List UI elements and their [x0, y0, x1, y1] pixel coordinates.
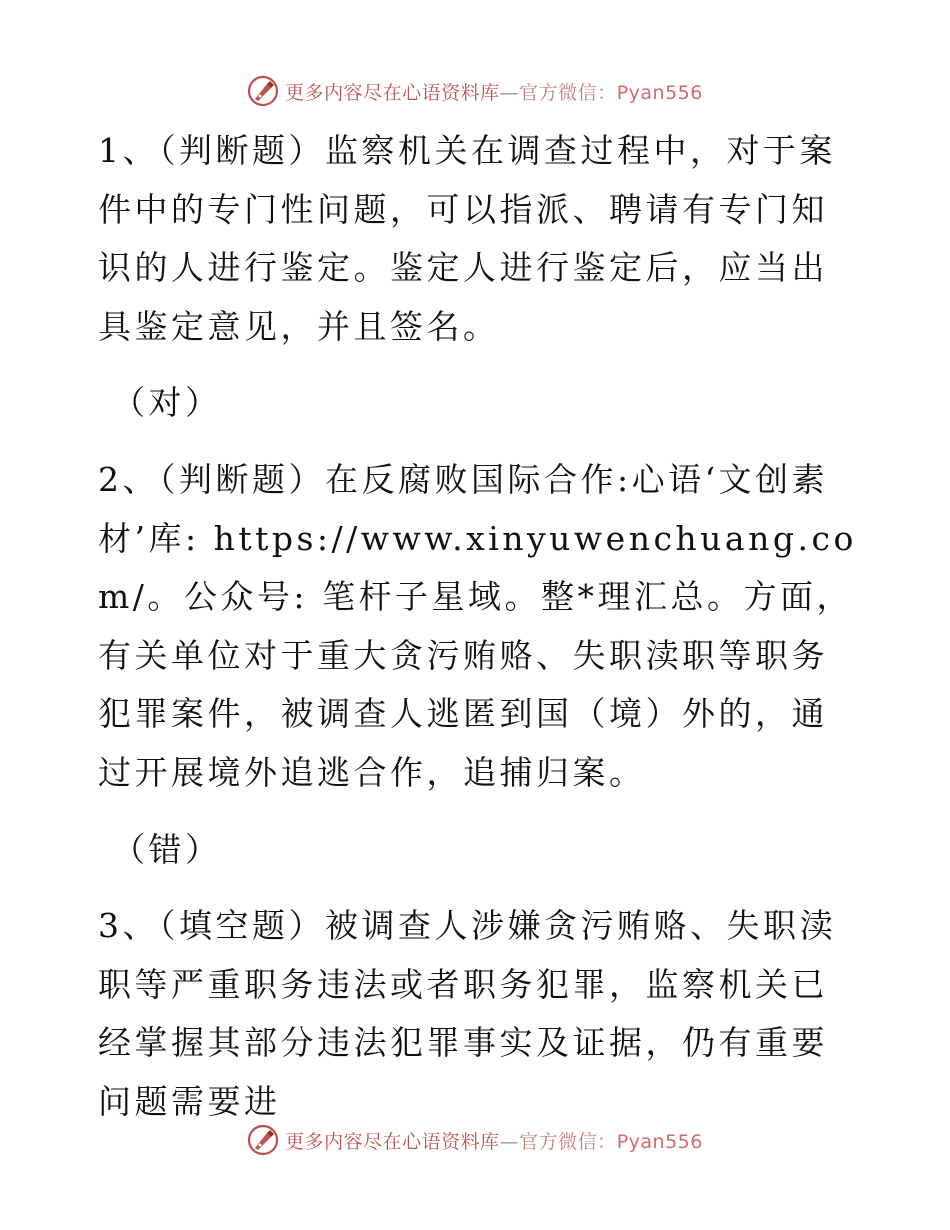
- question-1-text: 1、（判断题）监察机关在调查过程中，对于案件中的专门性问题，可以指派、聘请有专门知识的人进行鉴定。鉴定人进行鉴定后，应当出具鉴定意见，并且签名。: [98, 131, 836, 346]
- question-1-answer: （对）: [112, 383, 222, 423]
- pen-nib-logo-icon: [247, 75, 279, 107]
- question-2-answer: （错）: [112, 829, 222, 869]
- header-watermark: [0, 71, 950, 111]
- question-3-text: 3、（填空题）被调查人涉嫌贪污贿赂、失职渎职等严重职务违法或者职务犯罪，监察机关已经掌握其部分违法犯罪事实及证据，仍有重要问题需要进: [98, 906, 836, 1121]
- watermark-text: 更多内容尽在心语资料库—官方微信：Pyan556: [285, 81, 703, 104]
- document-body: [98, 122, 858, 1132]
- footer-watermark: [0, 1120, 950, 1160]
- pen-nib-logo-icon: [247, 1124, 279, 1156]
- question-2-text: 2、（判断题）在反腐败国际合作:心语‘文创素材’库: https://www.xinyuwenchuang.com/。公众号: 笔杆子星域。整*理汇总。方面，有关单位对于重大贪污贿赂、失职渎职等职务犯罪案件，被调查人逃匿到国（境）外的，通过开展境外追逃合作，追捕归案。: [98, 459, 857, 792]
- watermark-text: 更多内容尽在心语资料库—官方微信：Pyan556: [285, 1130, 703, 1153]
